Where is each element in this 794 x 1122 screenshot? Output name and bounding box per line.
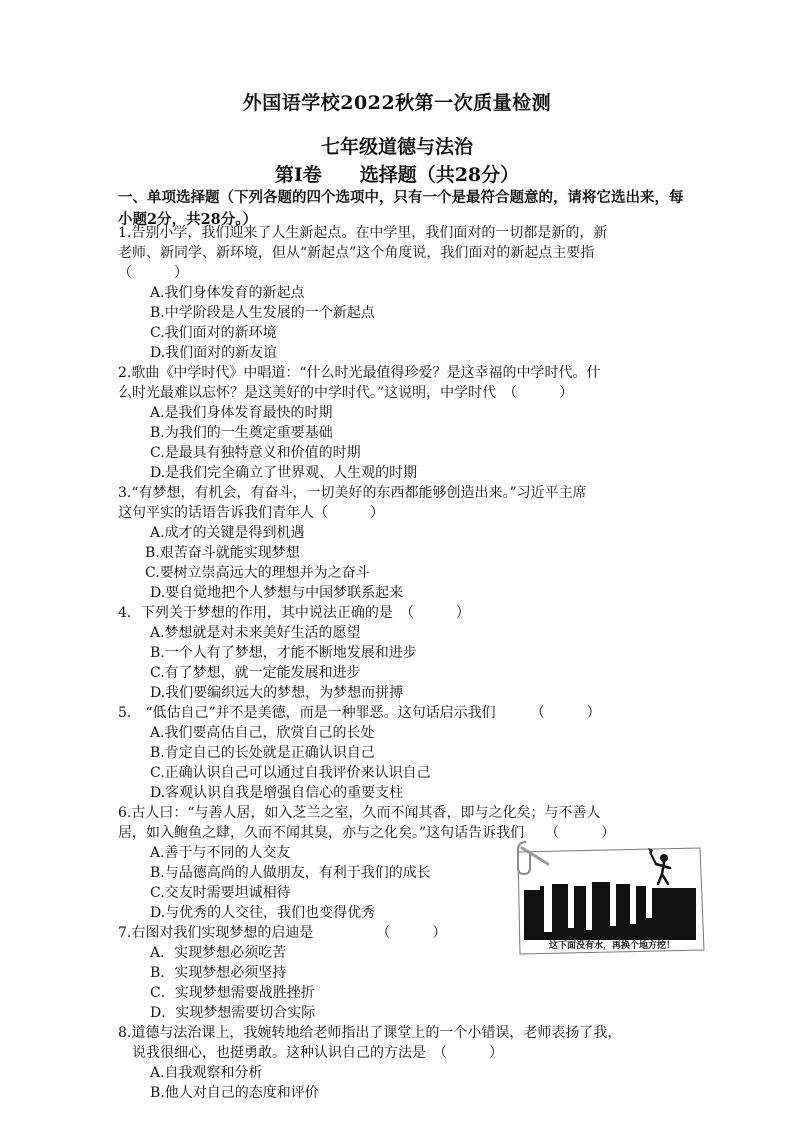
q2-stem-line-1: 2.歌曲《中学时代》中唱道：“什么时光最值得珍爱？是这幸福的中学时代。什 — [118, 365, 601, 381]
q2-option-c: C.是最具有独特意义和价值的时期 — [150, 445, 361, 461]
q1-option-c: C.我们面对的新环境 — [150, 325, 277, 341]
q4-option-b: B.一个人有了梦想，才能不断地发展和进步 — [150, 645, 417, 661]
q3-option-a: A.成才的关键是得到机遇 — [150, 525, 305, 541]
q2-stem-line-2: 么时光最难以忘怀？是这美好的中学时代。”这说明，中学时代 （ ） — [118, 385, 574, 401]
q6-stem-line-2: 居，如入鲍鱼之肆，久而不闻其臭，亦与之化矣。”这句话告诉我们 （ ） — [118, 825, 616, 841]
q7-option-b: B．实现梦想必须坚持 — [150, 965, 287, 981]
q2-option-d: D.是我们完全确立了世界观、人生观的时期 — [150, 465, 418, 481]
q1-stem-line-2: 老师、新同学、新环境，但从“新起点”这个角度说，我们面对的新起点主要指 — [118, 245, 595, 261]
q1-option-d: D.我们面对的新友谊 — [150, 345, 278, 361]
q5-option-d: D.客观认识自我是增强自信心的重要支柱 — [150, 785, 404, 801]
q3-option-b: B.艰苦奋斗就能实现梦想 — [145, 545, 300, 561]
q6-option-c: C.交友时需要坦诚相待 — [150, 885, 291, 901]
q1-stem-line-1: 1.告别小学，我们迎来了人生新起点。在中学里，我们面对的一切都是新的，新 — [118, 225, 608, 241]
q8-stem-line-2: 说我很细心，也挺勇敢。这种认识自己的方法是 （ ） — [118, 1045, 503, 1061]
q8-stem-line-1: 8.道德与法治课上，我婉转地给老师指出了课堂上的一个小错误，老师表扬了我， — [118, 1025, 622, 1041]
q3-option-d: D.要自觉地把个人梦想与中国梦联系起来 — [150, 585, 404, 601]
section-heading: 一、单项选择题（下列各题的四个选项中，只有一个是最符合题意的，请将它选出来，每小题2分，共28分。） — [118, 189, 684, 228]
q5-option-c: C.正确认识自己可以通过自我评价来认识自己 — [150, 765, 431, 781]
q6-option-b: B.与品德高尚的人做朋友，有利于我们的成长 — [150, 865, 431, 881]
q2-option-b: B.为我们的一生奠定重要基础 — [150, 425, 333, 441]
q1-option-b: B.中学阶段是人生发展的一个新起点 — [150, 305, 375, 321]
cartoon-digging-wells-icon — [512, 838, 708, 958]
q7-option-a: A．实现梦想必须吃苦 — [150, 945, 287, 961]
q4-option-d: D.我们要编织远大的梦想，为梦想而拼搏 — [150, 685, 404, 701]
school-title: 外国语学校2022秋第一次质量检测 — [242, 92, 552, 114]
q7-option-c: C．实现梦想需要战胜挫折 — [150, 985, 315, 1001]
q5-option-a: A.我们要高估自己，欣赏自己的长处 — [150, 725, 375, 741]
q1-option-a: A.我们身体发育的新起点 — [150, 285, 305, 301]
q3-option-c: C.要树立崇高远大的理想并为之奋斗 — [145, 565, 370, 581]
q3-stem-line-1: 3.“有梦想，有机会，有奋斗，一切美好的东西都能够创造出来。”习近平主席 — [118, 485, 587, 501]
q8-option-b: B.他人对自己的态度和评价 — [150, 1085, 319, 1101]
q7-stem: 7.右图对我们实现梦想的启迪是 （ ） — [118, 925, 447, 941]
subject-title: 七年级道德与法治 — [320, 136, 473, 158]
q2-option-a: A.是我们身体发育最快的时期 — [150, 405, 333, 421]
q6-stem-line-1: 6.古人曰：“与善人居，如入芝兰之室，久而不闻其香，即与之化矣；与不善人 — [118, 805, 601, 821]
q7-option-d: D．实现梦想需要切合实际 — [150, 1005, 316, 1021]
q4-stem: 4．下列关于梦想的作用，其中说法正确的是 （ ） — [118, 605, 470, 621]
volume-title: 第Ⅰ卷 选择题（共28分） — [274, 164, 520, 186]
q3-stem-line-2: 这句平实的话语告诉我们青年人（ ） — [118, 505, 384, 521]
q6-option-a: A.善于与不同的人交友 — [150, 845, 291, 861]
q6-option-d: D.与优秀的人交往，我们也变得优秀 — [150, 905, 376, 921]
q5-stem: 5. “低估自己”并不是美德，而是一种罪恶。这句话启示我们 （ ） — [118, 705, 601, 721]
q4-option-c: C.有了梦想，就一定能发展和进步 — [150, 665, 361, 681]
q5-option-b: B.肯定自己的长处就是正确认识自己 — [150, 745, 375, 761]
figure-caption: 这下面没有水，再换个地方挖！ — [548, 941, 676, 951]
q1-stem-line-3: （ ） — [118, 265, 188, 281]
q4-option-a: A.梦想就是对未来美好生活的愿望 — [150, 625, 361, 641]
cartoon-figure — [512, 838, 708, 958]
q8-option-a: A.自我观察和分析 — [150, 1065, 263, 1081]
